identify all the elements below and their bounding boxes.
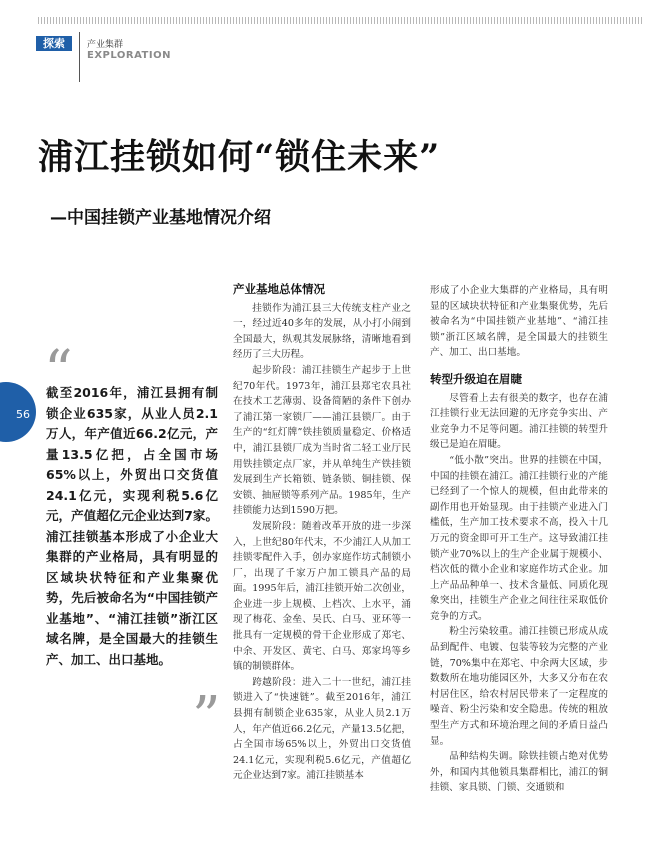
paragraph: 挂锁作为浦江县三大传统支柱产业之一，经过近40多年的发展，从小打小闹到全国最大，纵观其发展脉络，清晰地看到经历了三大历程。 [233, 302, 411, 361]
header-rule [38, 17, 643, 24]
section-name-cn: 产业集群 [87, 40, 124, 50]
page-number-badge [0, 382, 36, 442]
article-title: 浦江挂锁如何“锁住未来” [38, 137, 441, 178]
section-name-en: EXPLORATION [87, 50, 171, 61]
paragraph: “低小散”突出。世界的挂锁在中国，中国的挂锁在浦江。浦江挂锁行业的产能已经到了一个惊人的规模，但由此带来的副作用也开始显现。由于挂锁产业进入门槛低，生产加工技术要求不高，投入十几万元的资金即可开工生产。这导致浦江挂锁产业70%以上的生产企业属于规模小、档次低的微小企业和家庭作坊式企业。加上产品品种单一、技术含量低、同质化现象突出，挂锁生产企业之间往往采取低价竞争的方式。 [430, 454, 608, 622]
paragraph: 品种结构失调。除铁挂锁占绝对优势外，和国内其他锁具集群相比，浦江的铜挂锁、家具锁、门锁、交通锁和 [430, 751, 608, 794]
section-tag: 探索 [36, 36, 72, 51]
paragraph: 跨越阶段：进入二十一世纪，浦江挂锁进入了“快速链”。截至2016年，浦江县拥有制锁企业635家，从业人员2.1万人，年产值近66.2亿元，产量13.5亿把，占全国市场65%以上，外贸出口交货值24.1亿元，实现利税5.6亿元，产值超亿元企业达到7家。浦江挂锁基本 [233, 676, 411, 782]
paragraph: 发展阶段：随着改革开放的进一步深入，上世纪80年代末，不少浦江人从加工挂锁零配件入手，创办家庭作坊式制锁小厂，出现了千家万户加工锁具产品的局面。1995年后，浦江挂锁开始二次创业，企业进一步上规模、上档次、上水平，涌现了梅花、金垒、吴氏、白马、亚环等一批具有一定规模的骨干企业形成了郑宅、中余、开发区、黄宅、白马、郑家坞等乡镇的制锁群体。 [233, 520, 411, 673]
pull-quote: 截至2016年，浦江县拥有制锁企业635家，从业人员2.1万人，年产值近66.2亿元，产量13.5亿把，占全国市场65%以上，外贸出口交货值24.1亿元，实现利税5.6亿元，产值超亿元企业达到7家。浦江挂锁基本形成了小企业大集群的产业格局，具有明显的区域块状特征和产业集聚优势，先后被命名为“中国挂锁产业基地”、“浦江挂锁”浙江区域名牌，是全国最大的挂锁生产、加工、出口基地。 [46, 385, 218, 667]
article-subtitle: —中国挂锁产业基地情况介绍 [50, 208, 271, 228]
body-column-2 [430, 283, 608, 796]
section-heading-overview: 产业基地总体情况 [233, 282, 325, 296]
body-column-1 [233, 282, 411, 784]
quote-close-icon: ” [192, 685, 221, 750]
quote-open-icon: “ [44, 339, 73, 404]
page-number: 56 [16, 408, 30, 421]
header-divider [79, 32, 80, 82]
paragraph: 起步阶段：浦江挂锁生产起步于上世纪70年代。1973年，浦江县郑宅农具社在技术工艺薄弱、设备简陋的条件下创办了浦江第一家锁厂——浦江县锁厂。由于生产的“红灯牌”铁挂锁质量稳定、价格适中，浦江县锁厂成为当时省二轻工业厅民用铁挂锁定点厂家，并从单纯生产铁挂锁发展到生产长箱锁、链条锁、铜挂锁、保安锁、抽屉锁等系列产品。1985年，生产挂锁能力达到1590万把。 [233, 364, 411, 517]
paragraph: 形成了小企业大集群的产业格局，具有明显的区域块状特征和产业集聚优势，先后被命名为“中国挂锁产业基地”、“浦江挂锁”浙江区域名牌，是全国最大的挂锁生产、加工、出口基地。 [430, 285, 608, 359]
paragraph: 粉尘污染较重。浦江挂锁已形成从成品到配件、电镀、包装等较为完整的产业链，70%集中在郑宅、中余两大区域，步数数所在地功能园区外，大多又分布在农村居住区，给农村居民带来了一定程度的噪音、粉尘污染和安全隐患。传统的粗放型生产方式和环境治理之间的矛盾日益凸显。 [430, 626, 608, 747]
section-heading-upgrade: 转型升级迫在眉睫 [430, 371, 522, 386]
paragraph: 尽管看上去有很美的数字，也存在浦江挂锁行业无法回避的无序竞争实出、产业竞争力不足等问题。浦江挂锁的转型升级已是迫在眉睫。 [430, 392, 608, 451]
